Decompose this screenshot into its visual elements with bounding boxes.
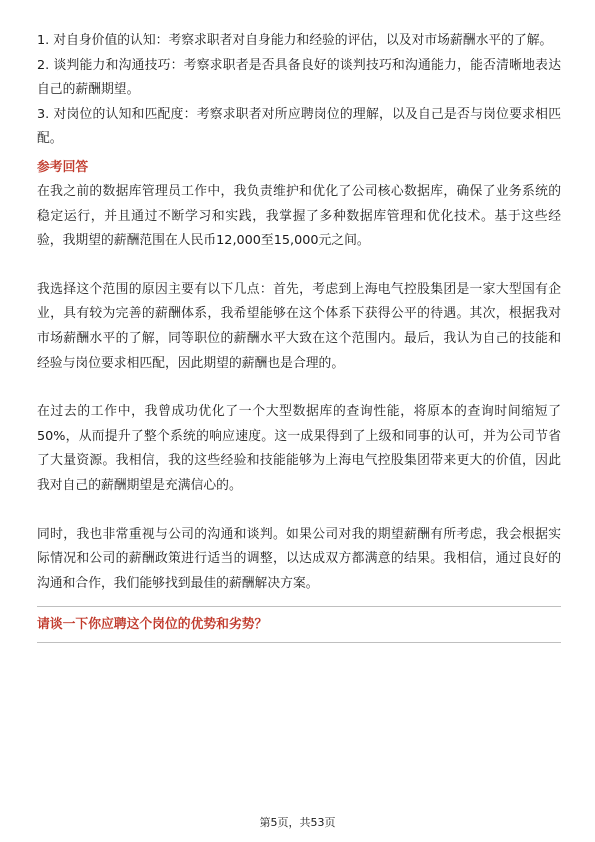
criteria-item-1: 1. 对自身价值的认知：考察求职者对自身能力和经验的评估，以及对市场薪酬水平的了解。 [37, 33, 553, 48]
evaluation-criteria-list [37, 29, 561, 152]
answer-heading: 参考回答 [37, 159, 89, 175]
reference-answer [37, 180, 561, 596]
next-question-title: 请谈一下你应聘这个岗位的优势和劣势？ [37, 617, 268, 633]
page-footer: 第5页，共53页 [259, 816, 336, 829]
page-content [37, 29, 561, 643]
question-underline [37, 642, 561, 643]
answer-paragraph-2: 我选择这个范围的原因主要有以下几点：首先，考虑到上海电气控股集团是一家大型国有企业，具有较为完善的薪酬体系，我希望能够在这个体系下获得公平的待遇。其次，根据我对市场薪酬水平的了解，同等职位的薪酬水平大致在这个范围内。最后，我认为自己的技能和经验与岗位要求相匹配，因此期望的薪酬也是合理的。 [37, 281, 561, 371]
answer-paragraph-1: 在我之前的数据库管理员工作中，我负责维护和优化了公司核心数据库，确保了业务系统的稳定运行，并且通过不断学习和实践，我掌握了多种数据库管理和优化技术。基于这些经验，我期望的薪酬范围在人民币12,000至15,000元之间。 [37, 183, 561, 249]
criteria-item-3: 3. 对岗位的认知和匹配度：考察求职者对所应聘岗位的理解，以及自己是否与岗位要求相匹配。 [37, 106, 561, 147]
answer-paragraph-3: 在过去的工作中，我曾成功优化了一个大型数据库的查询性能，将原本的查询时间缩短了50%，从而提升了整个系统的响应速度。这一成果得到了上级和同事的认可，并为公司节省了大量资源。我相信，我的这些经验和技能能够为上海电气控股集团带来更大的价值，因此我对自己的薪酬期望是充满信心的。 [37, 404, 561, 493]
criteria-item-2: 2. 谈判能力和沟通技巧：考察求职者是否具备良好的谈判技巧和沟通能力，能否清晰地表达自己的薪酬期望。 [37, 57, 561, 98]
answer-paragraph-4: 同时，我也非常重视与公司的沟通和谈判。如果公司对我的期望薪酬有所考虑，我会根据实际情况和公司的薪酬政策进行适当的调整，以达成双方都满意的结果。我相信，通过良好的沟通和合作，我们能够找到最佳的薪酬解决方案。 [37, 526, 561, 591]
section-divider [37, 606, 561, 607]
